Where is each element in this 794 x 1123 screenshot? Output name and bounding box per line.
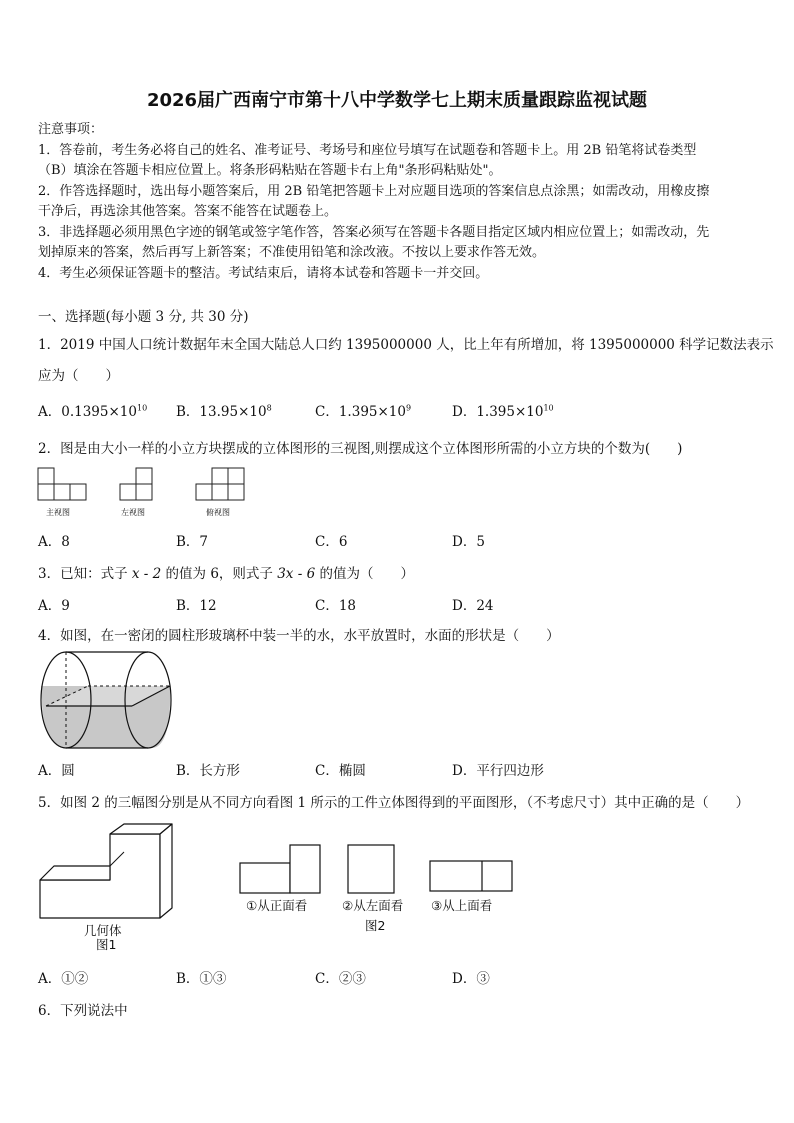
q4-option-a: A．圆	[38, 763, 75, 779]
option-label: A．	[38, 404, 62, 420]
workpiece-low-top	[40, 866, 110, 880]
fig1-caption: 图1	[96, 937, 117, 952]
option-value: 1.395×10	[338, 404, 406, 420]
notes-line: 1．答卷前，考生务必将自己的姓名、准考证号、考场号和座位号填写在试题卷和答题卡上。用 2B 铅笔将试卷类型	[38, 142, 697, 158]
top-view-cube	[196, 484, 212, 500]
notes-heading: 注意事项：	[38, 122, 104, 137]
workpiece-3d-figure	[38, 822, 173, 920]
option-exponent: 9	[405, 403, 412, 413]
notes-line: 4．考生必须保证答题卡的整洁。考试结束后，请将本试卷和答题卡一并交回。	[38, 265, 489, 281]
front-view-cube	[38, 468, 54, 484]
fig2-caption: 图2	[365, 918, 386, 933]
q5-option-a: A．①②	[38, 971, 89, 987]
front-view-cube	[70, 484, 86, 500]
view-front-tall	[290, 845, 320, 893]
q2-option-c: C．6	[315, 534, 348, 550]
section-heading: 一、选择题(每小题 3 分, 共 30 分)	[38, 309, 249, 325]
q3-text-mid: 的值为 6，则式子	[161, 566, 278, 582]
option-label: D．	[452, 404, 477, 420]
q4-option-c: C．椭圆	[315, 763, 366, 779]
question-2-text: 2．图是由大小一样的小立方块摆成的立体图形的三视图,则摆成这个立体图形所需的小立方块的个数为( )	[38, 441, 683, 457]
q1-option-c	[315, 400, 411, 420]
q3-option-a: A．9	[38, 598, 70, 614]
q5-option-d: D．③	[452, 971, 490, 987]
top-view-cube	[228, 484, 244, 500]
front-view-cube	[38, 484, 54, 500]
three-views-figure	[38, 466, 258, 506]
notes-line: 3．非选择题必须用黑色字迹的钢笔或签字笔作答，答案必须写在答题卡各题目指定区域内相应位置上；如需改动，先	[38, 224, 710, 240]
question-1-text-cont: 应为（ ）	[38, 368, 119, 384]
option-value: 13.95×10	[199, 404, 267, 420]
workpiece-right-side	[160, 824, 172, 918]
option-value: 1.395×10	[476, 404, 544, 420]
left-view-cube	[136, 468, 152, 484]
left-view-cube	[136, 484, 152, 500]
page-title: 2026届广西南宁市第十八中学数学七上期末质量跟踪监视试题	[146, 90, 648, 111]
three-views-of-workpiece	[238, 843, 518, 895]
q2-option-b: B．7	[176, 534, 209, 550]
q3-text-post: 的值为（ ）	[315, 566, 414, 582]
front-view-cube	[54, 484, 70, 500]
option-label: B．	[176, 404, 200, 420]
question-6-text: 6．下列说法中	[38, 1003, 128, 1019]
view-caption-left: ②从左面看	[342, 898, 404, 913]
view-caption-front: ①从正面看	[246, 898, 308, 913]
q3-option-d: D．24	[452, 598, 494, 614]
q3-expression-1: x - 2	[131, 566, 162, 582]
question-3-text	[38, 562, 414, 582]
left-view-cube	[120, 484, 136, 500]
option-exponent: 8	[266, 403, 272, 413]
q2-option-d: D．5	[452, 534, 485, 550]
q5-option-b: B．①③	[176, 971, 227, 987]
fig1-label: 几何体	[84, 923, 122, 938]
view-left-square	[348, 845, 394, 893]
front-view-caption: 主视图	[46, 508, 70, 517]
notes-line: 干净后，再选涂其他答案。答案不能答在试题卷上。	[38, 204, 338, 219]
question-4-text: 4．如图，在一密闭的圆柱形玻璃杯中装一半的水，水平放置时，水面的形状是（ ）	[38, 628, 560, 644]
view-caption-top: ③从上面看	[431, 898, 493, 913]
left-view-caption: 左视图	[121, 508, 145, 517]
q3-expression-2: 3x - 6	[277, 566, 316, 582]
q4-option-b: B．长方形	[176, 763, 240, 779]
q1-option-b	[176, 400, 272, 420]
q1-option-a	[38, 400, 147, 420]
q2-option-a: A．8	[38, 534, 70, 550]
option-label: C．	[315, 404, 339, 420]
option-value: 0.1395×10	[61, 404, 137, 420]
view-top-rect	[430, 861, 512, 891]
top-view-caption: 俯视图	[206, 508, 230, 517]
top-view-cube	[212, 484, 228, 500]
notes-line: （B）填涂在答题卡相应位置上。将条形码粘贴在答题卡右上角"条形码粘贴处"。	[38, 163, 502, 178]
top-view-cube	[228, 468, 244, 484]
question-1-text: 1．2019 中国人口统计数据年末全国大陆总人口约 1395000000 人，比上年有所增加，将 1395000000 科学记数法表示	[38, 337, 774, 353]
q3-option-c: C．18	[315, 598, 357, 614]
q4-option-d: D．平行四边形	[452, 763, 544, 779]
question-5-text: 5．如图 2 的三幅图分别是从不同方向看图 1 所示的工件立体图得到的平面图形，（不考虑尺寸）其中正确的是（ ）	[38, 795, 750, 811]
q1-option-d	[452, 400, 554, 420]
option-exponent: 10	[543, 403, 554, 413]
option-exponent: 10	[136, 403, 148, 413]
q5-option-c: C．②③	[315, 971, 366, 987]
q3-option-b: B．12	[176, 598, 217, 614]
notes-line: 划掉原来的答案，然后再写上新答案；不准使用铅笔和涂改液。不按以上要求作答无效。	[38, 245, 546, 260]
notes-block	[38, 120, 758, 284]
top-view-cube	[212, 468, 228, 484]
notes-line: 2．作答选择题时，选出每小题答案后，用 2B 铅笔把答题卡上对应题目选项的答案信息点涂黑；如需改动，用橡皮擦	[38, 183, 710, 199]
view-front-low	[240, 863, 290, 893]
q3-text-pre: 3．已知：式子	[38, 566, 132, 582]
cylinder-figure	[38, 648, 173, 752]
